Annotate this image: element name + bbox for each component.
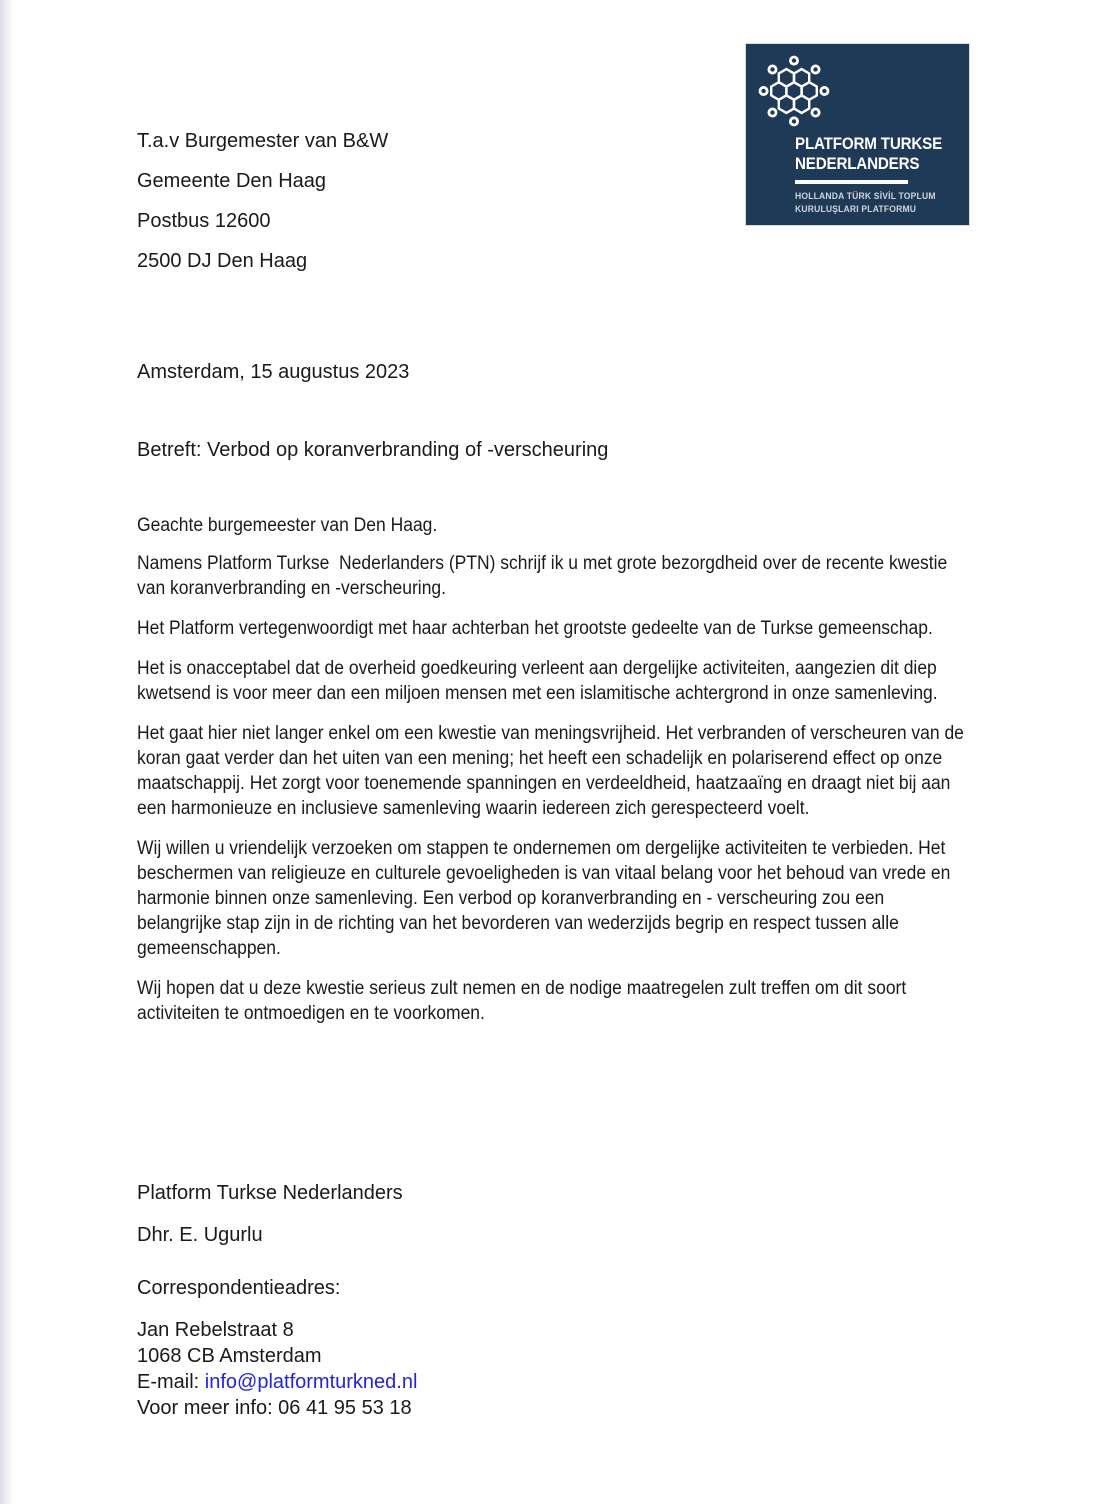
footer-street: Jan Rebelstraat 8 bbox=[137, 1319, 294, 1341]
snowflake-icon bbox=[754, 51, 834, 131]
recipient-line: 2500 DJ Den Haag bbox=[137, 250, 308, 272]
logo-subtitle bbox=[795, 190, 936, 216]
recipient-line: Postbus 12600 bbox=[137, 210, 271, 232]
logo-title-line1: PLATFORM TURKSE bbox=[795, 135, 943, 153]
footer-postal-city: 1068 CB Amsterdam bbox=[137, 1345, 322, 1367]
correspondence-address-block bbox=[137, 1317, 417, 1421]
body-paragraph-6: Wij hopen dat u deze kwestie serieus zult nemen en de nodige maatregelen zult treffen om dit soort activiteiten te ontmoedigen en te voorkomen. bbox=[137, 978, 912, 1024]
logo-divider bbox=[795, 180, 908, 184]
body-paragraph-4: Het gaat hier niet langer enkel om een kwestie van meningsvrijheid. Het verbranden of verscheuren van de koran gaat verder dan het uiten van een mening; het heeft een schadelijk en polariserend effect op onze maatschappij. Het zorgt voor toenemende spanningen en verdeeldheid, haatzaaïng en draagt niet bij aan een harmonieuze en inclusieve samenleving waarin iedereen zich gerespecteerd voelt. bbox=[137, 723, 969, 819]
logo-subtitle-line1: HOLLANDA TÜRK SİVİL TOPLUM bbox=[795, 191, 936, 201]
letter-body bbox=[137, 513, 969, 1041]
organization-logo bbox=[746, 44, 969, 225]
recipient-line: Gemeente Den Haag bbox=[137, 170, 327, 192]
email-label: E-mail: bbox=[137, 1371, 205, 1393]
body-paragraph-1: Namens Platform Turkse Nederlanders (PTN) schrijf ik u met grote bezorgdheid over de recente kwestie van koranverbranding en -verscheuring. bbox=[137, 553, 953, 599]
footer-email-line bbox=[137, 1369, 417, 1395]
logo-title-line2: NEDERLANDERS bbox=[795, 155, 920, 173]
email-link[interactable]: info@platformturkned.nl bbox=[204, 1371, 418, 1393]
correspondence-heading: Correspondentieadres: bbox=[137, 1277, 341, 1299]
scanned-page-edge bbox=[0, 0, 14, 1504]
logo-subtitle-line2: KURULUŞLARI PLATFORMU bbox=[795, 204, 917, 214]
body-paragraph-3: Het is onacceptabel dat de overheid goedkeuring verleent aan dergelijke activiteiten, aangezien dit diep kwetsend is voor meer dan een miljoen mensen met een islamitische achtergrond in onze samenleving. bbox=[137, 658, 942, 704]
logo-title bbox=[795, 134, 942, 174]
signature-name: Dhr. E. Ugurlu bbox=[137, 1224, 263, 1246]
recipient-address-block bbox=[137, 121, 388, 281]
signature-block bbox=[137, 1172, 403, 1256]
body-paragraph-5: Wij willen u vriendelijk verzoeken om stappen te ondernemen om dergelijke activiteiten te verbieden. Het beschermen van religieuze en culturele gevoeligheden is van vitaal belang voor het behoud van vrede en harmonie binnen onze samenleving. Een verbod op koranverbranding en - verscheuring zou een belangrijke stap zijn in de richting van het bevorderen van wederzijds begrip en respect tussen alle gemeenschappen. bbox=[137, 838, 956, 959]
recipient-line: T.a.v Burgemester van B&W bbox=[137, 130, 389, 152]
subject-line: Betreft: Verbod op koranverbranding of -verscheuring bbox=[137, 439, 609, 461]
date-line: Amsterdam, 15 augustus 2023 bbox=[137, 361, 410, 383]
footer-phone: Voor meer info: 06 41 95 53 18 bbox=[137, 1397, 412, 1419]
signature-org: Platform Turkse Nederlanders bbox=[137, 1182, 403, 1204]
body-paragraph-2: Het Platform vertegenwoordigt met haar achterban het grootste gedeelte van de Turkse gemeenschap. bbox=[137, 618, 933, 639]
salutation: Geachte burgemeester van Den Haag. bbox=[137, 515, 438, 536]
